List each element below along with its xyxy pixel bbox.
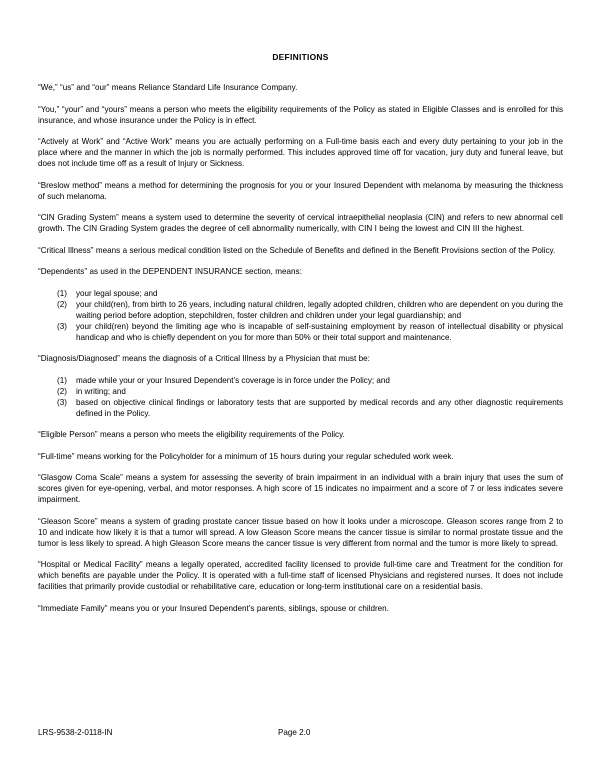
list-item-text: your child(ren) beyond the limiting age who is incapable of self-sustaining employment by reason of intellectual disability or physical handicap and who is chiefly dependent on you for more than 50% or their total support and maintenance. [76, 321, 563, 342]
list-item-text: your child(ren), from birth to 26 years, including natural children, legally adopted children, children who are dependent on you during the waiting period before adoption, stepchildren, foster children and children under your legal guardianship; and [76, 299, 563, 320]
dependents-list [38, 288, 563, 343]
list-item [38, 299, 563, 321]
definition-paragraph: “Full-time” means working for the Policyholder for a minimum of 15 hours during your regular scheduled work week. [38, 451, 454, 461]
list-item [38, 375, 563, 386]
definition-paragraph: “Actively at Work” and “Active Work” means you are actually performing on a Full-time basis each and every duty pertaining to your job in the place where and the manner in which the job is normally performed. This includes approved time off for vacation, jury duty and funeral leave, but does not include time off as a result of Injury or Sickness. [38, 137, 563, 168]
diagnosis-list [38, 375, 563, 419]
definition-paragraph: “CIN Grading System” means a system used to determine the severity of cervical intraepithelial neoplasia (CIN) and refers to new abnormal cell growth. The CIN Grading System grades the degree of cell abnormality numerically, with CIN I being the lowest and CIN III the highest. [38, 213, 563, 233]
list-item-text: your legal spouse; and [76, 288, 158, 298]
definition-paragraph: “Diagnosis/Diagnosed” means the diagnosis of a Critical Illness by a Physician that must be: [38, 354, 370, 363]
definition-paragraph: “You,” “your” and “yours” means a person who meets the eligibility requirements of the Policy as stated in Eligible Classes and is enrolled for this insurance, and whose insurance under the Policy is in effect. [38, 104, 563, 125]
list-item [38, 321, 563, 343]
list-marker: (1) [57, 288, 67, 298]
definition-paragraph: “Breslow method” means a method for determining the prognosis for you or your Insured Dependent with melanoma by measuring the thickness of such melanoma. [38, 180, 563, 201]
list-marker: (3) [57, 321, 67, 331]
list-marker: (1) [57, 375, 67, 385]
document-body [38, 52, 563, 624]
page-title: DEFINITIONS [272, 52, 329, 62]
list-item-text: in writing; and [76, 386, 126, 396]
list-marker: (2) [57, 299, 67, 309]
definition-paragraph: “We,” “us” and “our” means Reliance Standard Life Insurance Company. [38, 83, 298, 92]
list-item-text: made while your or your Insured Dependent’s coverage is in force under the Policy; and [76, 375, 390, 385]
definition-paragraph: “Dependents” as used in the DEPENDENT INSURANCE section, means: [38, 267, 302, 276]
definition-paragraph: “Immediate Family” means you or your Insured Dependent’s parents, siblings, spouse or children. [38, 603, 389, 613]
definition-paragraph: “Hospital or Medical Facility” means a legally operated, accredited facility licensed to provide full-time care and Treatment for the condition for which benefits are payable under the Policy. It is operated with a full-time staff of licensed Physicians and registered nurses. It does not include facilities that primarily provide custodial or rehabilitative care, education or long-term institutional care on a residential basis. [38, 560, 563, 591]
list-item [38, 288, 563, 299]
list-item [38, 397, 563, 419]
definition-paragraph: “Glasgow Coma Scale” means a system for assessing the severity of brain impairment in an individual with a brain injury that uses the sum of scores given for eye-opening, verbal, and motor responses. A high score of 15 indicates no impairment and a score of 7 or less indicates severe impairment. [38, 473, 563, 504]
list-marker: (2) [57, 386, 67, 396]
page-number: Page 2.0 [278, 728, 311, 737]
list-marker: (3) [57, 397, 67, 407]
definition-paragraph: “Gleason Score” means a system of grading prostate cancer tissue based on how it looks under a microscope. Gleason scores range from 2 to 10 and indicate how likely it is that a tumor will spread. A low Gleason Score means the cancer tissue is similar to normal prostate tissue and the tumor is less likely to spread. A high Gleason Score means the cancer tissue is very different from normal and the tumor is more likely to spread. [38, 516, 563, 548]
definition-paragraph: “Eligible Person” means a person who meets the eligibility requirements of the Policy. [38, 430, 345, 439]
list-item [38, 386, 563, 397]
list-item-text: based on objective clinical findings or laboratory tests that are supported by medical records and any other diagnostic requirements defined in the Policy. [76, 397, 563, 418]
form-code: LRS-9538-2-0118-IN [38, 728, 113, 737]
definition-paragraph: “Critical Illness” means a serious medical condition listed on the Schedule of Benefits and defined in the Benefit Provisions section of the Policy. [38, 245, 556, 255]
